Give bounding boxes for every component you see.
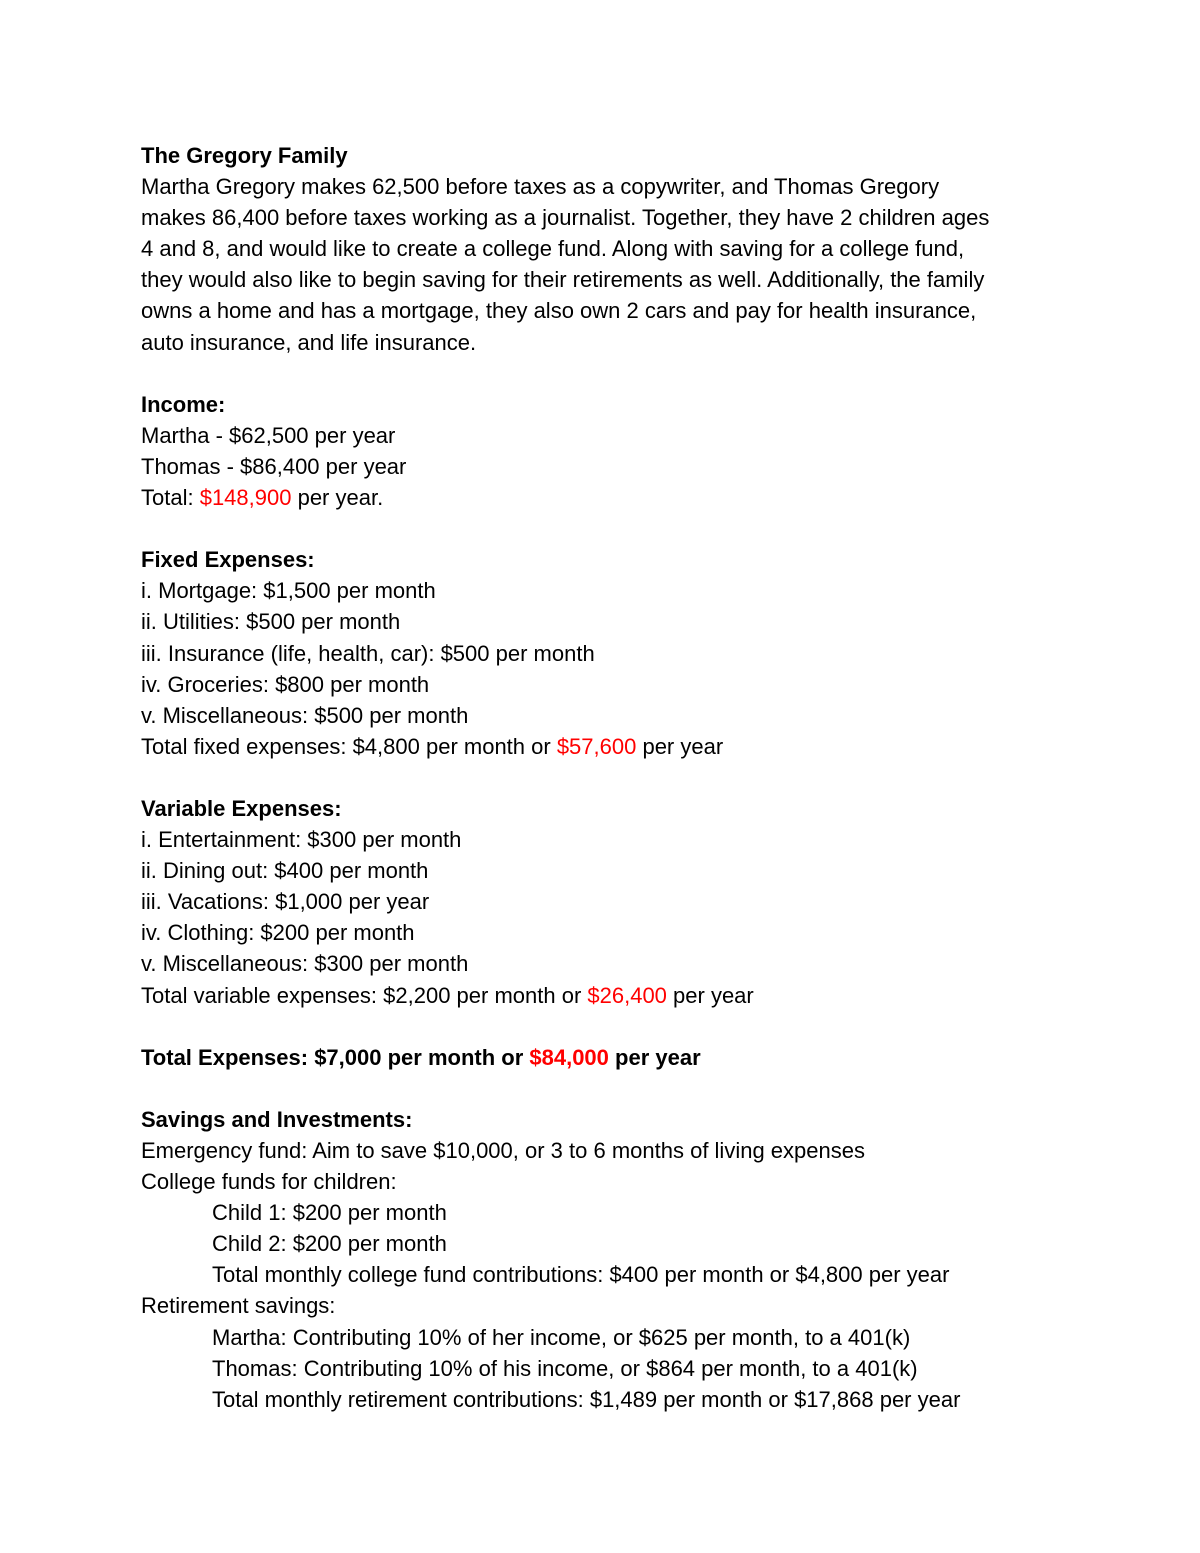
savings-heading: Savings and Investments: xyxy=(141,1106,413,1132)
fixed-expenses-total xyxy=(141,731,1071,762)
retirement-item: Thomas: Contributing 10% of his income, or $864 per month, to a 401(k) xyxy=(212,1355,918,1381)
variable-expense-item: iii. Vacations: $1,000 per year xyxy=(141,889,430,915)
fixed-expense-item: v. Miscellaneous: $500 per month xyxy=(141,702,469,728)
income-heading: Income: xyxy=(141,391,226,417)
income-total-suffix: per year. xyxy=(291,485,384,511)
document-page xyxy=(141,140,1071,1415)
variable-expense-item: iv. Clothing: $200 per month xyxy=(141,920,415,946)
total-expenses-value: $84,000 xyxy=(529,1044,609,1070)
fixed-expense-item: ii. Utilities: $500 per month xyxy=(141,609,401,635)
fixed-expense-item: i. Mortgage: $1,500 per month xyxy=(141,578,436,604)
intro-line: Martha Gregory makes 62,500 before taxes as a copywriter, and Thomas Gregory xyxy=(141,174,940,200)
variable-expense-item: ii. Dining out: $400 per month xyxy=(141,858,429,884)
variable-expense-item: i. Entertainment: $300 per month xyxy=(141,827,462,853)
fixed-expense-item: iv. Groceries: $800 per month xyxy=(141,671,430,697)
intro-line: makes 86,400 before taxes working as a journalist. Together, they have 2 children ages xyxy=(141,205,990,231)
college-fund-item: Child 2: $200 per month xyxy=(212,1231,447,1257)
variable-expenses-heading: Variable Expenses: xyxy=(141,795,342,821)
fixed-total-prefix: Total fixed expenses: $4,800 per month or xyxy=(141,733,557,759)
college-fund-item: Child 1: $200 per month xyxy=(212,1200,447,1226)
intro-line: 4 and 8, and would like to create a college fund. Along with saving for a college fund, xyxy=(141,236,965,262)
fixed-total-suffix: per year xyxy=(636,733,724,759)
spacer xyxy=(141,513,1071,544)
intro-line: they would also like to begin saving for their retirements as well. Additionally, the family xyxy=(141,267,985,293)
spacer xyxy=(141,1073,1071,1104)
total-expenses-prefix: Total Expenses: $7,000 per month or xyxy=(141,1044,530,1070)
college-funds-label: College funds for children: xyxy=(141,1169,397,1195)
college-fund-total: Total monthly college fund contributions: $400 per month or $4,800 per year xyxy=(212,1262,950,1288)
variable-total-suffix: per year xyxy=(666,982,754,1008)
emergency-fund: Emergency fund: Aim to save $10,000, or 3 to 6 months of living expenses xyxy=(141,1138,865,1163)
intro-line: owns a home and has a mortgage, they also own 2 cars and pay for health insurance, xyxy=(141,298,977,324)
intro-line: auto insurance, and life insurance. xyxy=(141,329,477,355)
income-martha: Martha - $62,500 per year xyxy=(141,422,396,448)
variable-expense-item: v. Miscellaneous: $300 per month xyxy=(141,951,469,977)
document-title: The Gregory Family xyxy=(141,143,348,168)
retirement-savings-label: Retirement savings: xyxy=(141,1293,336,1319)
total-expenses xyxy=(141,1042,1071,1073)
fixed-expenses-heading: Fixed Expenses: xyxy=(141,547,315,573)
income-total-value: $148,900 xyxy=(199,485,292,511)
spacer xyxy=(141,358,1071,389)
variable-total-value: $26,400 xyxy=(587,982,667,1008)
income-thomas: Thomas - $86,400 per year xyxy=(141,453,407,479)
retirement-item: Martha: Contributing 10% of her income, or $625 per month, to a 401(k) xyxy=(212,1324,911,1350)
fixed-expense-item: iii. Insurance (life, health, car): $500 per month xyxy=(141,640,595,666)
spacer xyxy=(141,762,1071,793)
retirement-total: Total monthly retirement contributions: $1,489 per month or $17,868 per year xyxy=(212,1386,961,1412)
total-expenses-suffix: per year xyxy=(608,1044,701,1070)
fixed-total-value: $57,600 xyxy=(556,733,637,759)
spacer xyxy=(141,1011,1071,1042)
income-total xyxy=(141,482,1071,513)
income-total-prefix: Total: xyxy=(141,485,200,511)
variable-expenses-total xyxy=(141,980,1071,1011)
variable-total-prefix: Total variable expenses: $2,200 per month or xyxy=(141,982,588,1008)
